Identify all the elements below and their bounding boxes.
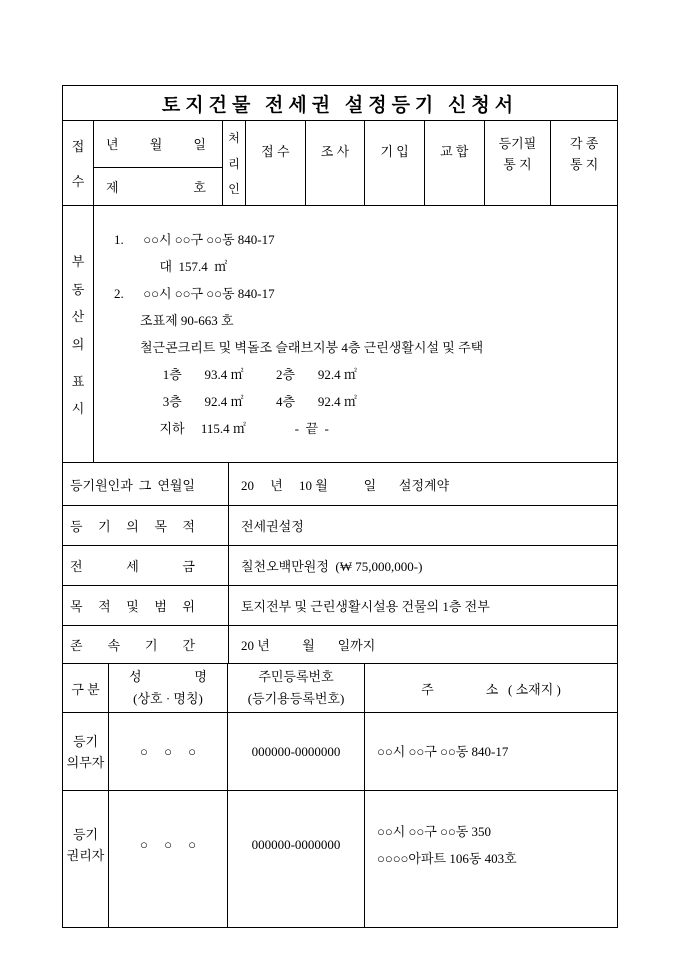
misc-notice-line2: 통 지 xyxy=(569,157,599,172)
holder-reg-cell xyxy=(228,791,365,927)
obligor-type-line1: 등기 xyxy=(72,733,99,749)
form-title: 토지건물 전세권 설정등기 신청서 xyxy=(161,94,519,116)
header-reg-line2: (등기용등록번호) xyxy=(247,691,345,706)
party-table-header xyxy=(63,664,617,713)
receipt-number-text: 제 호 xyxy=(106,179,206,195)
property-line: 1. ○○시 ○○구 ○○동 840-17 xyxy=(114,232,275,247)
property-line: 대 157.4 ㎡ xyxy=(114,259,228,274)
receipt-section xyxy=(63,121,617,206)
purpose-and-scope-value: 토지전부 및 근린생활시설용 건물의 1층 전부 xyxy=(241,599,490,614)
header-reg-cell xyxy=(228,664,365,712)
obligor-address-cell xyxy=(365,713,617,790)
obligor-name: ○ ○ ○ xyxy=(139,743,197,759)
party-row-obligor xyxy=(63,713,617,791)
property-line: 철근콘크리트 및 벽돌조 슬래브지붕 4층 근린생활시설 및 주택 xyxy=(114,340,484,355)
registration-cause-value: 20 년 10 월 일 설정계약 xyxy=(241,477,450,493)
header-address-label: 주 소 ( 소재지 ) xyxy=(421,681,561,697)
holder-type-line1: 등기 xyxy=(72,827,99,842)
jeonse-deposit-label-cell xyxy=(63,546,229,585)
row-jeonse-deposit xyxy=(63,546,617,586)
purpose-and-scope-label-cell xyxy=(63,586,229,625)
property-line: 3층 92.4 ㎡ 4층 92.4 ㎡ xyxy=(114,394,357,409)
obligor-type-cell xyxy=(63,713,109,790)
header-name-line1: 성 명 xyxy=(129,669,207,684)
purpose-and-scope-label: 목 적 및 범 위 xyxy=(70,599,195,614)
property-line: 조표제 90-663 호 xyxy=(114,313,234,328)
duration-value: 20 년 월 일까지 xyxy=(241,638,376,653)
obligor-type-line2: 의무자 xyxy=(66,754,105,770)
row-duration xyxy=(63,626,617,664)
row-registration-purpose xyxy=(63,506,617,546)
registration-notice-line1: 등기필 xyxy=(498,136,537,151)
misc-notice-line1: 각 종 xyxy=(569,136,599,151)
obligor-reg-cell xyxy=(228,713,365,790)
header-name-line2: (상호 · 명칭) xyxy=(133,691,203,706)
stamp-cell-entry xyxy=(365,121,425,205)
stamp-cell-misc-notice xyxy=(551,121,617,205)
stamp-cell-collation-label: 교 합 xyxy=(440,144,469,159)
registration-purpose-value: 전세권설정 xyxy=(241,519,304,534)
registration-notice-line2: 통 지 xyxy=(503,157,532,172)
receipt-date-text: 년 월 일 xyxy=(106,137,206,153)
property-side-label: 부 동 산 의 표 시 xyxy=(63,206,94,462)
receipt-side-label: 접 수 xyxy=(63,121,94,205)
registration-cause-label-cell xyxy=(63,463,229,505)
holder-name-cell xyxy=(109,791,228,927)
holder-type-cell xyxy=(63,791,109,927)
obligor-name-cell xyxy=(109,713,228,790)
receipt-date-number-column xyxy=(94,121,223,205)
row-purpose-and-scope xyxy=(63,586,617,626)
jeonse-deposit-label: 전 세 금 xyxy=(70,559,195,574)
holder-reg-no: 000000-0000000 xyxy=(251,837,341,852)
holder-address-line2: ○○○○아파트 106동 403호 xyxy=(377,851,517,866)
jeonse-registration-form xyxy=(62,85,618,928)
registration-purpose-label: 등 기 의 목 적 xyxy=(70,519,195,534)
stamp-cell-registration-notice xyxy=(485,121,552,205)
obligor-reg-no: 000000-0000000 xyxy=(251,743,341,759)
stamp-cell-receipt xyxy=(246,121,306,205)
holder-name: ○ ○ ○ xyxy=(139,837,197,852)
receipt-number-cell xyxy=(94,168,222,205)
holder-address-line1: ○○시 ○○구 ○○동 350 xyxy=(377,824,492,839)
processor-label: 처 리 인 xyxy=(223,121,246,205)
registration-purpose-label-cell xyxy=(63,506,229,545)
header-name-cell xyxy=(109,664,228,712)
header-type-cell xyxy=(63,664,109,712)
property-line: 1층 93.4 ㎡ 2층 92.4 ㎡ xyxy=(114,367,357,382)
header-address-cell xyxy=(365,664,617,712)
duration-label-cell xyxy=(63,626,229,663)
holder-type-line2: 권리자 xyxy=(66,848,105,863)
header-reg-line1: 주민등록번호 xyxy=(258,669,334,684)
duration-label: 존 속 기 간 xyxy=(70,638,195,653)
stamp-cell-collation xyxy=(425,121,485,205)
header-type-label: 구 분 xyxy=(71,681,100,697)
row-registration-cause xyxy=(63,463,617,506)
registration-cause-label: 등기원인과 그 연월일 xyxy=(70,477,195,493)
property-line: 2. ○○시 ○○구 ○○동 840-17 xyxy=(114,286,275,301)
stamp-cells xyxy=(246,121,617,205)
party-row-right-holder xyxy=(63,791,617,927)
form-title-row xyxy=(63,86,617,121)
holder-address-cell xyxy=(365,791,617,927)
stamp-cell-review xyxy=(306,121,366,205)
stamp-cell-entry-label: 기 입 xyxy=(380,144,409,159)
jeonse-deposit-value: 칠천오백만원정 (₩ 75,000,000-) xyxy=(241,559,423,574)
property-description-content xyxy=(94,206,617,462)
property-description-section xyxy=(63,206,617,463)
stamp-cell-review-label: 조 사 xyxy=(320,144,350,159)
property-line: 지하 115.4 ㎡ - 끝 - xyxy=(114,421,329,436)
obligor-address-line1: ○○시 ○○구 ○○동 840-17 xyxy=(377,744,509,759)
stamp-cell-receipt-label: 접 수 xyxy=(261,144,290,159)
receipt-date-cell xyxy=(94,121,222,168)
